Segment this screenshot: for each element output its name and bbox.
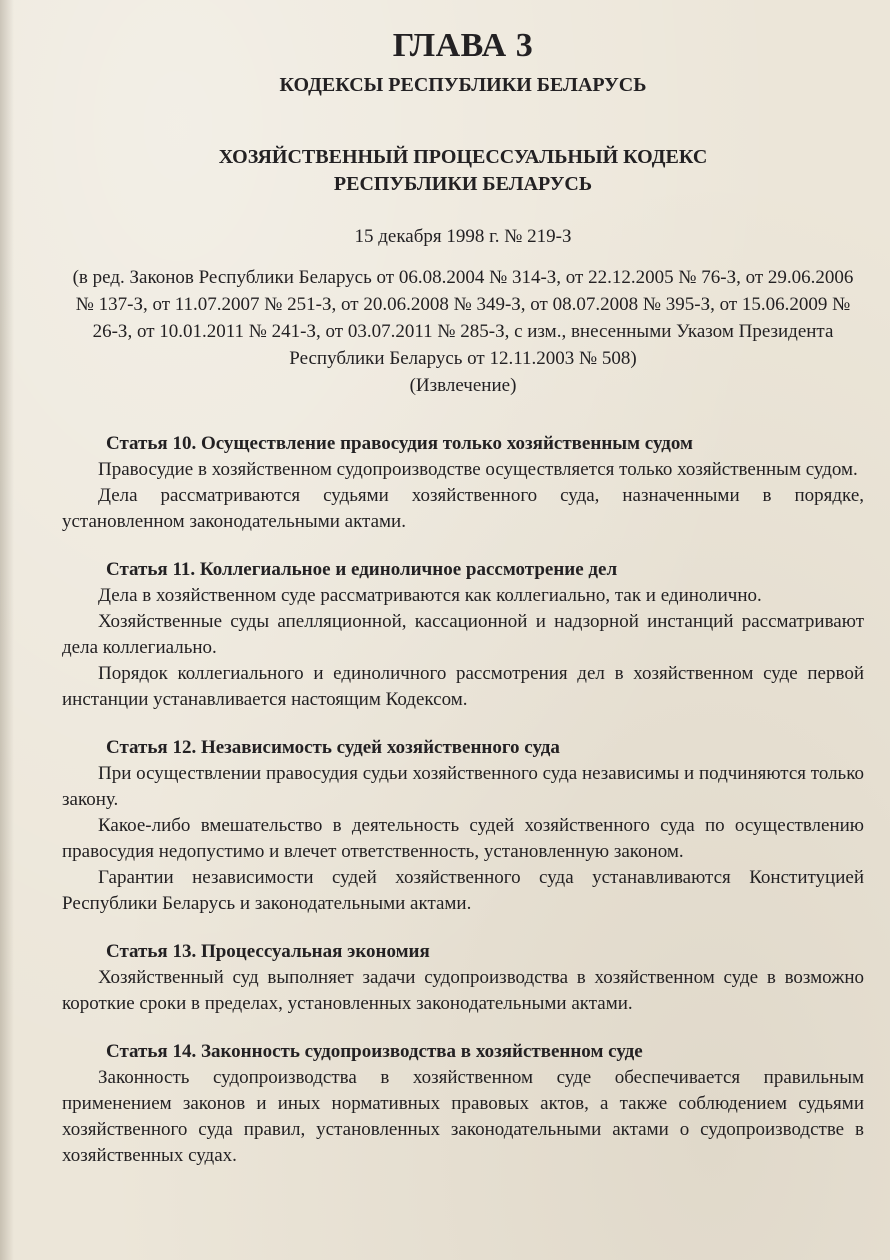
article-paragraph: Дела рассматриваются судьями хозяйственного суда, назначенными в порядке, установленном законодательными актами. [62,485,864,532]
article-12 [62,735,864,917]
article-paragraph: Дела в хозяйственном суде рассматриваются как коллегиально, так и единолично. [98,585,762,606]
edition-note-block [62,264,864,399]
article-title: Статья 12. Независимость судей хозяйственного суда [106,737,560,758]
edition-note: (в ред. Законов Республики Беларусь от 06.08.2004 № 314-З, от 22.12.2005 № 76-З, от 29.06.2006 № 137-З, от 11.07.2007 № 251-З, от 20.06.2008 № 349-З, от 08.07.2008 № 395-З, от 15.06.2009 № 26-З, от 10.01.2011 № 241-З, от 03.07.2011 № 285-З, с изм., внесенными Указом Президента Республики Беларусь от 12.11.2003 № 508) [72,267,854,369]
article-paragraph: Порядок коллегиального и единоличного рассмотрения дел в хозяйственном суде первой инстанции устанавливается настоящим Кодексом. [62,663,864,710]
article-title: Статья 10. Осуществление правосудия только хозяйственным судом [106,433,693,454]
article-paragraph: Правосудие в хозяйственном судопроизводстве осуществляется только хозяйственным судом. [98,459,858,480]
article-paragraph: Хозяйственные суды апелляционной, кассационной и надзорной инстанций рассматривают дела коллегиально. [62,611,864,658]
article-paragraph: При осуществлении правосудия судьи хозяйственного суда независимы и подчиняются только закону. [62,763,864,810]
chapter-title: ГЛАВА 3 [392,27,534,64]
article-14 [62,1039,864,1169]
article-title: Статья 13. Процессуальная экономия [106,941,430,962]
article-13 [62,939,864,1017]
code-title-line-2: РЕСПУБЛИКИ БЕЛАРУСЬ [333,173,593,195]
article-title: Статья 11. Коллегиальное и единоличное рассмотрение дел [106,559,618,580]
article-title: Статья 14. Законность судопроизводства в хозяйственном суде [106,1041,643,1062]
article-paragraph: Гарантии независимости судей хозяйственного суда устанавливаются Конституцией Республики Беларусь и законодательными актами. [62,867,864,914]
extract-label: (Извлечение) [409,375,517,396]
code-date: 15 декабря 1998 г. № 219-З [354,226,572,247]
article-11 [62,557,864,713]
chapter-subtitle: КОДЕКСЫ РЕСПУБЛИКИ БЕЛАРУСЬ [279,74,647,96]
article-paragraph: Какое-либо вмешательство в деятельность судей хозяйственного суда по осуществлению правосудия недопустимо и влечет ответственность, установленную законом. [62,815,864,862]
article-paragraph: Законность судопроизводства в хозяйственном суде обеспечивается правильным применением законов и иных нормативных правовых актов, а также соблюдением судьями хозяйственного суда правил, установленных законодательными актами о судопроизводстве в хозяйственных судах. [62,1067,864,1166]
article-10 [62,431,864,535]
article-paragraph: Хозяйственный суд выполняет задачи судопроизводства в хозяйственном суде в возможно короткие сроки в пределах, установленных законодательными актами. [62,967,864,1014]
code-title-line-1: ХОЗЯЙСТВЕННЫЙ ПРОЦЕССУАЛЬНЫЙ КОДЕКС [218,146,708,168]
